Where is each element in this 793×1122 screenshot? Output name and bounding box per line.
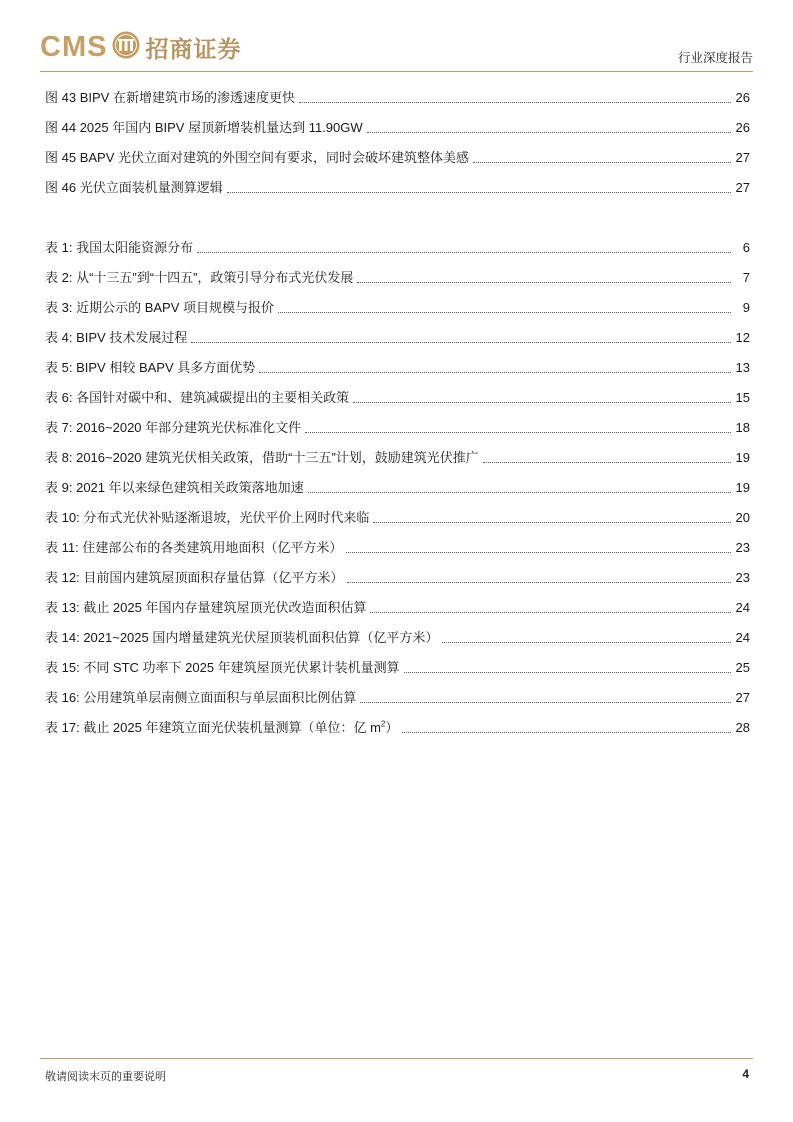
company-logo	[40, 30, 241, 65]
toc-entry-page: 18	[735, 420, 750, 435]
toc-entry[interactable]	[45, 118, 750, 136]
toc-entry-title: 图 44 2025 年国内 BIPV 屋顶新增装机量达到 11.90GW	[45, 120, 363, 135]
report-type-label: 行业深度报告	[677, 50, 753, 65]
toc-leader-dots	[191, 342, 731, 343]
toc-entry-title: 表 4: BIPV 技术发展过程	[45, 330, 188, 345]
toc-entry[interactable]	[45, 148, 750, 166]
toc-entry-page: 12	[735, 330, 750, 345]
toc-entry[interactable]	[45, 298, 750, 316]
toc-entry-page: 19	[735, 480, 750, 495]
toc-entry[interactable]	[45, 568, 750, 586]
toc-entry-page: 6	[742, 240, 750, 255]
toc-entry-page: 9	[742, 300, 750, 315]
toc-leader-dots	[402, 732, 731, 733]
toc-entry[interactable]	[45, 508, 750, 526]
toc-entry-title: 表 13: 截止 2025 年国内存量建筑屋顶光伏改造面积估算	[45, 600, 367, 615]
toc-leader-dots	[299, 102, 731, 103]
toc-entry-title: 表 16: 公用建筑单层南侧立面面积与单层面积比例估算	[45, 690, 357, 705]
toc-leader-dots	[353, 402, 731, 403]
toc-leader-dots	[278, 312, 731, 313]
toc-entry-page: 25	[735, 660, 750, 675]
toc-entry[interactable]	[45, 328, 750, 346]
toc-entry-page: 26	[735, 120, 750, 135]
toc-entry[interactable]	[45, 538, 750, 556]
toc-entry-title: 表 9: 2021 年以来绿色建筑相关政策落地加速	[45, 480, 304, 495]
logo-text-en: CMS	[40, 31, 108, 63]
toc-leader-dots	[347, 582, 731, 583]
toc-entry[interactable]	[45, 628, 750, 646]
toc-leader-dots	[197, 252, 731, 253]
toc-entry[interactable]	[45, 178, 750, 196]
logo-emblem-icon	[111, 30, 141, 65]
toc-leader-dots	[373, 522, 731, 523]
toc-entry[interactable]	[45, 268, 750, 286]
toc-leader-dots	[404, 672, 731, 673]
toc-entry-page: 24	[735, 630, 750, 645]
toc-leader-dots	[473, 162, 731, 163]
page-header	[40, 26, 753, 72]
toc-entry[interactable]	[45, 478, 750, 496]
toc-entry-title: 表 12: 目前国内建筑屋顶面积存量估算（亿平方米）	[45, 570, 344, 585]
toc-entry-page: 28	[735, 720, 750, 735]
toc-entry-page: 27	[735, 690, 750, 705]
toc-leader-dots	[370, 612, 731, 613]
toc-leader-dots	[305, 432, 731, 433]
toc-leader-dots	[308, 492, 731, 493]
toc-entry[interactable]	[45, 718, 750, 736]
toc-leader-dots	[442, 642, 731, 643]
toc-leader-dots	[227, 192, 731, 193]
toc-entry-title: 表 5: BIPV 相较 BAPV 具多方面优势	[45, 360, 256, 375]
disclaimer-note: 敬请阅读末页的重要说明	[45, 1070, 166, 1083]
toc-entry-page: 27	[735, 180, 750, 195]
toc-entry[interactable]	[45, 688, 750, 706]
toc-entry-title: 表 14: 2021~2025 国内增量建筑光伏屋顶装机面积估算（亿平方米）	[45, 630, 439, 645]
toc-entry[interactable]	[45, 238, 750, 256]
toc-entry-page: 20	[735, 510, 750, 525]
toc-entry-page: 27	[735, 150, 750, 165]
toc-entry[interactable]	[45, 598, 750, 616]
toc-leader-dots	[360, 702, 731, 703]
toc-entry[interactable]	[45, 388, 750, 406]
toc-entry-title: 图 43 BIPV 在新增建筑市场的渗透速度更快	[45, 90, 295, 105]
page-number: 4	[742, 1067, 749, 1081]
toc-entry-title: 表 7: 2016~2020 年部分建筑光伏标准化文件	[45, 420, 302, 435]
toc-entry-page: 7	[742, 270, 750, 285]
toc-entry[interactable]	[45, 448, 750, 466]
toc-leader-dots	[357, 282, 731, 283]
toc-entry-title: 表 1: 我国太阳能资源分布	[45, 240, 194, 255]
toc-entry-page: 19	[735, 450, 750, 465]
toc-entry-page: 23	[735, 540, 750, 555]
toc-entry-title: 表 2: 从“十三五”到“十四五”，政策引导分布式光伏发展	[45, 270, 354, 285]
toc-entry[interactable]	[45, 88, 750, 106]
toc-leader-dots	[259, 372, 731, 373]
toc-entry-title: 表 17: 截止 2025 年建筑立面光伏装机量测算（单位：亿 $m^2$）	[45, 719, 399, 735]
header-divider	[40, 71, 753, 72]
toc-entry-page: 24	[735, 600, 750, 615]
toc-leader-dots	[346, 552, 731, 553]
toc-entry-title: 图 45 BAPV 光伏立面对建筑的外围空间有要求，同时会破坏建筑整体美感	[45, 150, 469, 165]
toc-entry-page: 15	[735, 390, 750, 405]
toc-entry-title: 表 10: 分布式光伏补贴逐渐退坡，光伏平价上网时代来临	[45, 510, 370, 525]
toc-entry-title: 表 6: 各国针对碳中和、建筑减碳提出的主要相关政策	[45, 390, 350, 405]
toc-leader-dots	[367, 132, 731, 133]
toc-entry-title: 表 11: 住建部公布的各类建筑用地面积（亿平方米）	[45, 540, 343, 555]
logo-text-cn: 招商证券	[145, 36, 242, 63]
toc-entry-title: 图 46 光伏立面装机量测算逻辑	[45, 180, 223, 195]
toc-entry-title: 表 8: 2016~2020 建筑光伏相关政策，借助“十三五”计划，鼓励建筑光伏推广	[45, 450, 479, 465]
toc-entry-page: 23	[735, 570, 750, 585]
toc-entry[interactable]	[45, 358, 750, 376]
toc-leader-dots	[483, 462, 731, 463]
footer-divider	[40, 1058, 753, 1059]
toc-entry[interactable]	[45, 658, 750, 676]
toc-entry-page: 13	[735, 360, 750, 375]
toc-entry[interactable]	[45, 418, 750, 436]
toc-entry-page: 26	[735, 90, 750, 105]
toc-entry-title: 表 15: 不同 STC 功率下 2025 年建筑屋顶光伏累计装机量测算	[45, 660, 400, 675]
toc-entry-title: 表 3: 近期公示的 BAPV 项目规模与报价	[45, 300, 275, 315]
